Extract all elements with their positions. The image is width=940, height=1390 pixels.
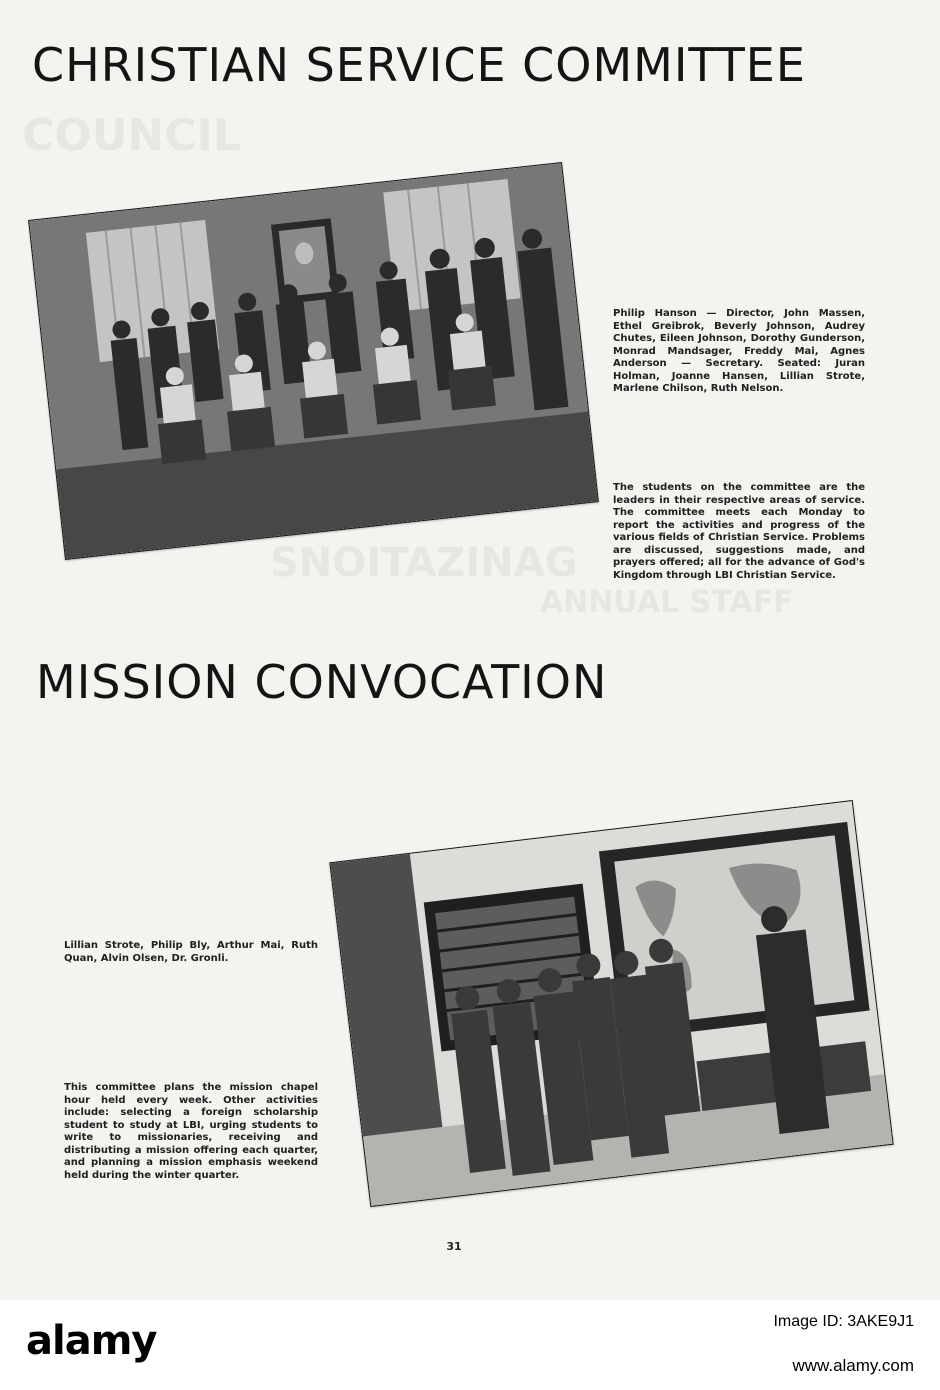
bleed-through-shadow: COUNCIL <box>22 110 241 161</box>
mission-description-caption: This committee plans the mission chapel hour held every week. Other activities include: selecting a foreign scholarship student to study at LBI, urging students to write to missionaries, receiving and distributing a mission offering each quarter, and planning a mission emphasis weekend held during the winter quarter. <box>64 1082 318 1181</box>
mission-names-caption: Lillian Strote, Philip Bly, Arthur Mai, Ruth Quan, Alvin Olsen, Dr. Gronli. <box>64 940 318 964</box>
mission-map-photo <box>329 800 893 1207</box>
committee-group-photo <box>28 162 599 560</box>
bleed-through-shadow: ANNUAL STAFF <box>540 585 794 620</box>
bleed-through-shadow: SNOITAZINAG <box>270 540 578 586</box>
alamy-logo: alamy <box>26 1318 157 1364</box>
committee-description-caption: The students on the committee are the leaders in their respective areas of service. The committee meets each Monday to report the activities and progress of the various fields of Christian Service. Problems are discussed, suggestions made, and prayers offered; all for the advance of God's Kingdom through LBI Christian Service. <box>613 482 865 581</box>
stock-url-label: www.alamy.com <box>792 1356 914 1375</box>
mission-convocation-heading: MISSION CONVOCATION <box>36 655 608 709</box>
image-id-label: Image ID: 3AKE9J1 <box>773 1313 914 1330</box>
christian-service-committee-heading: CHRISTIAN SERVICE COMMITTEE <box>32 38 806 92</box>
page-number: 31 <box>446 1240 462 1253</box>
committee-names-caption: Philip Hanson — Director, John Massen, Ethel Greibrok, Beverly Johnson, Audrey Chutes, Eileen Johnson, Dorothy Gunderson, Monrad Mandsager, Freddy Mai, Agnes Anderson — Secretary. Seated: Juran Holman, Joanne Hansen, Lillian Strote, Marlene Chilson, Ruth Nelson. <box>613 308 865 394</box>
stock-footer-bar <box>0 1300 940 1390</box>
